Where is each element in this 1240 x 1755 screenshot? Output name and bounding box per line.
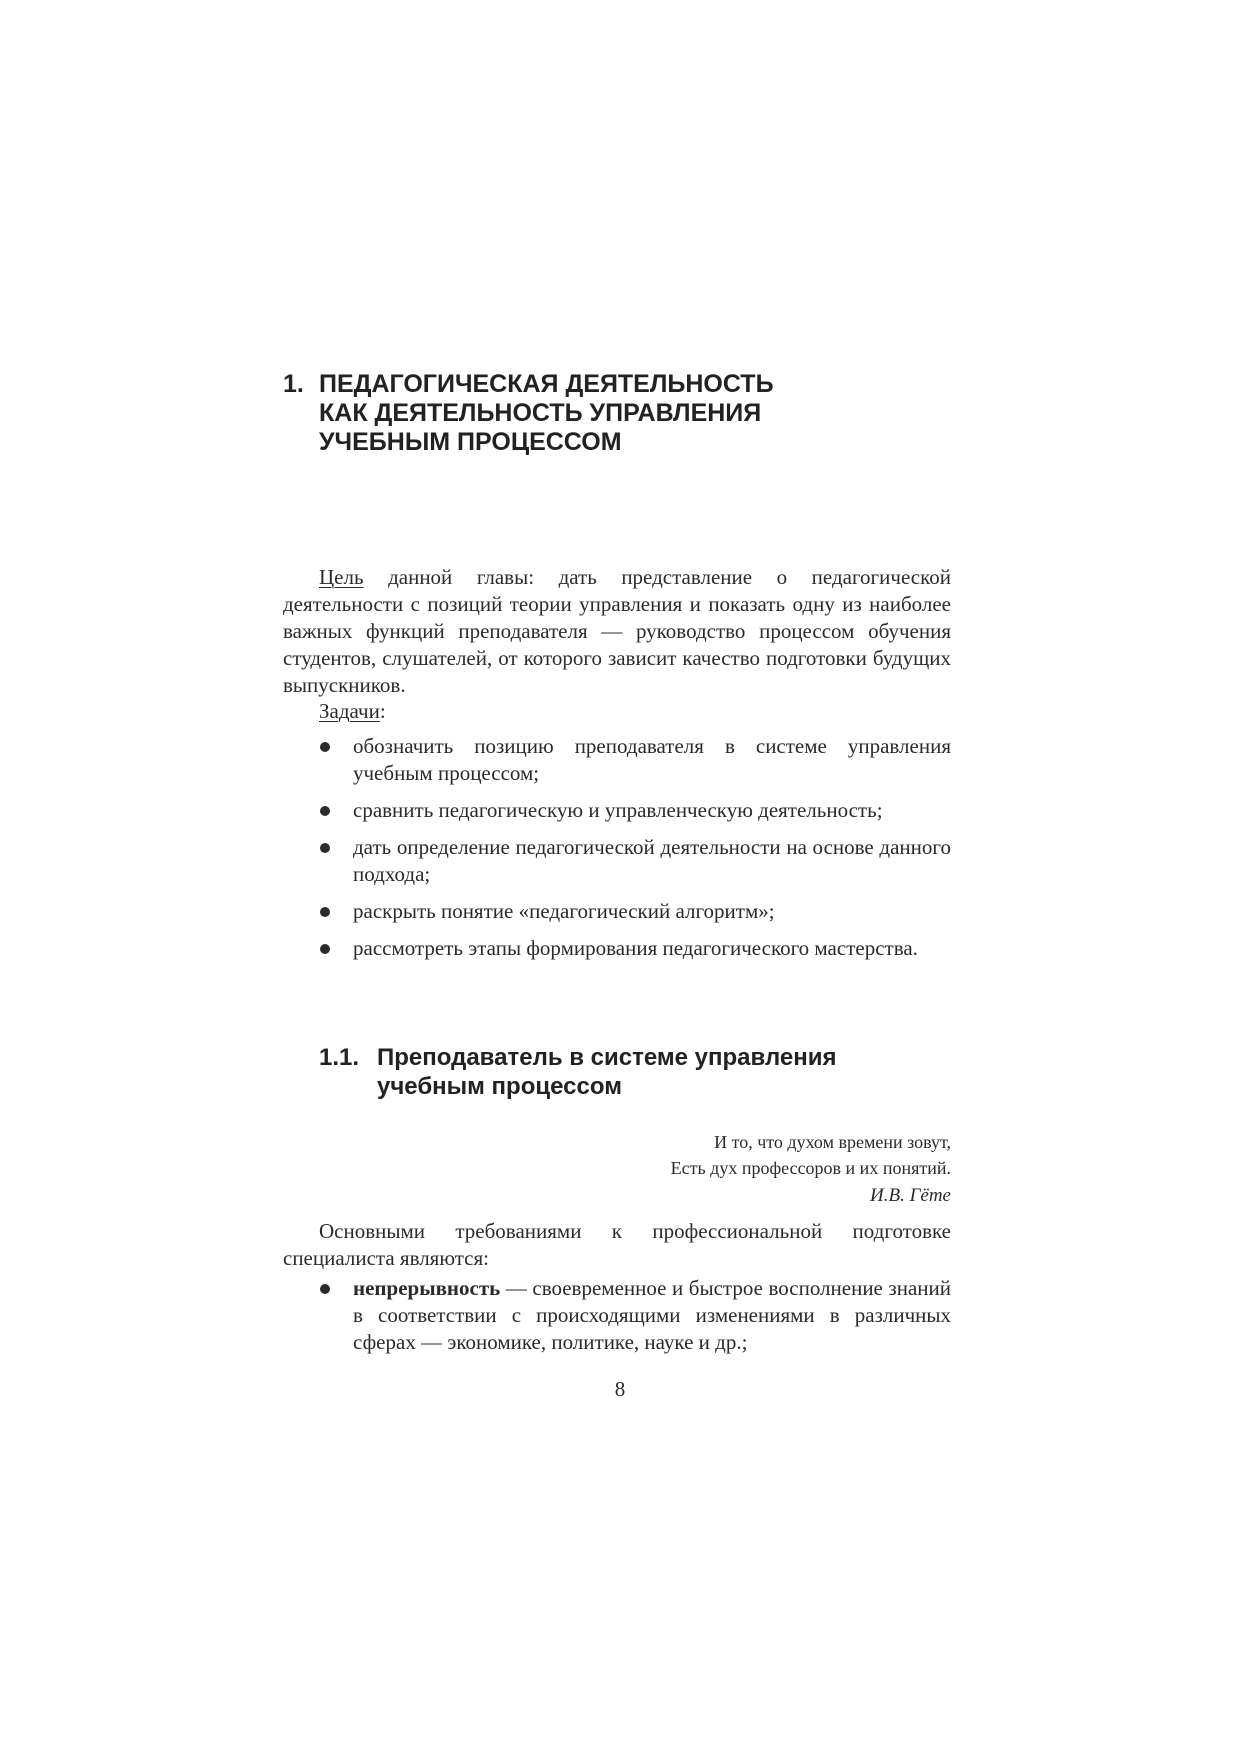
tasks-label-line [319,698,386,725]
goal-label: Цель [319,565,364,589]
task-text: сравнить педагогическую и управленческую деятельность; [353,798,883,822]
task-text: обозначить позицию преподавателя в системе управления учебным процессом; [353,734,951,785]
task-text: дать определение педагогической деятельности на основе данного подхода; [353,835,951,886]
tasks-label: Задачи [319,699,380,723]
page-number: 8 [614,1377,626,1401]
list-item [283,935,951,962]
requirement-text: — своевременное и быстрое восполнение знаний в соответствии с происходящими изменениями в различных сферах — экономике, политике, науке и др.; [353,1276,951,1354]
task-text: рассмотреть этапы формирования педагогического мастерства. [353,936,918,960]
requirements-list [283,1275,951,1356]
list-item [283,834,951,888]
chapter-title-line: УЧЕБНЫМ ПРОЦЕССОМ [319,428,622,456]
requirement-term: непрерывность [353,1276,501,1300]
chapter-title-line: ПЕДАГОГИЧЕСКАЯ ДЕЯТЕЛЬНОСТЬ [319,370,774,398]
bullet-icon [320,907,330,917]
list-item [283,733,951,787]
section-title-line: Преподаватель в системе управления [377,1044,837,1071]
epigraph-author: И.В. Гёте [870,1185,951,1206]
list-item [283,898,951,925]
bullet-icon [320,944,330,954]
chapter-title-line: КАК ДЕЯТЕЛЬНОСТЬ УПРАВЛЕНИЯ [319,399,762,427]
chapter-number: 1. [283,370,304,398]
bullet-icon [320,742,330,752]
section-title-line: учебным процессом [377,1073,622,1100]
list-item [283,1275,951,1356]
intro-paragraph: Основными требованиями к профессиональной подготовке специалиста являются: [283,1219,951,1270]
bullet-icon [320,806,330,816]
epigraph [451,1129,951,1209]
task-text: раскрыть понятие «педагогический алгоритм»; [353,899,775,923]
bullet-icon [320,843,330,853]
bullet-icon [320,1284,330,1294]
tasks-list [283,733,951,972]
epigraph-line: И то, что духом времени зовут, [714,1132,951,1152]
epigraph-line: Есть дух профессоров и их понятий. [670,1158,951,1178]
goal-text: данной главы: дать представление о педагогической деятельности с позиций теории управления и показать одну из наиболее важных функций преподавателя — руководство процессом обучения студентов, слушателей, от которого зависит качество подготовки будущих выпускников. [283,565,951,697]
section-number: 1.1. [319,1044,360,1071]
list-item [283,797,951,824]
goal-paragraph [283,564,951,699]
tasks-label-suffix: : [379,699,386,723]
